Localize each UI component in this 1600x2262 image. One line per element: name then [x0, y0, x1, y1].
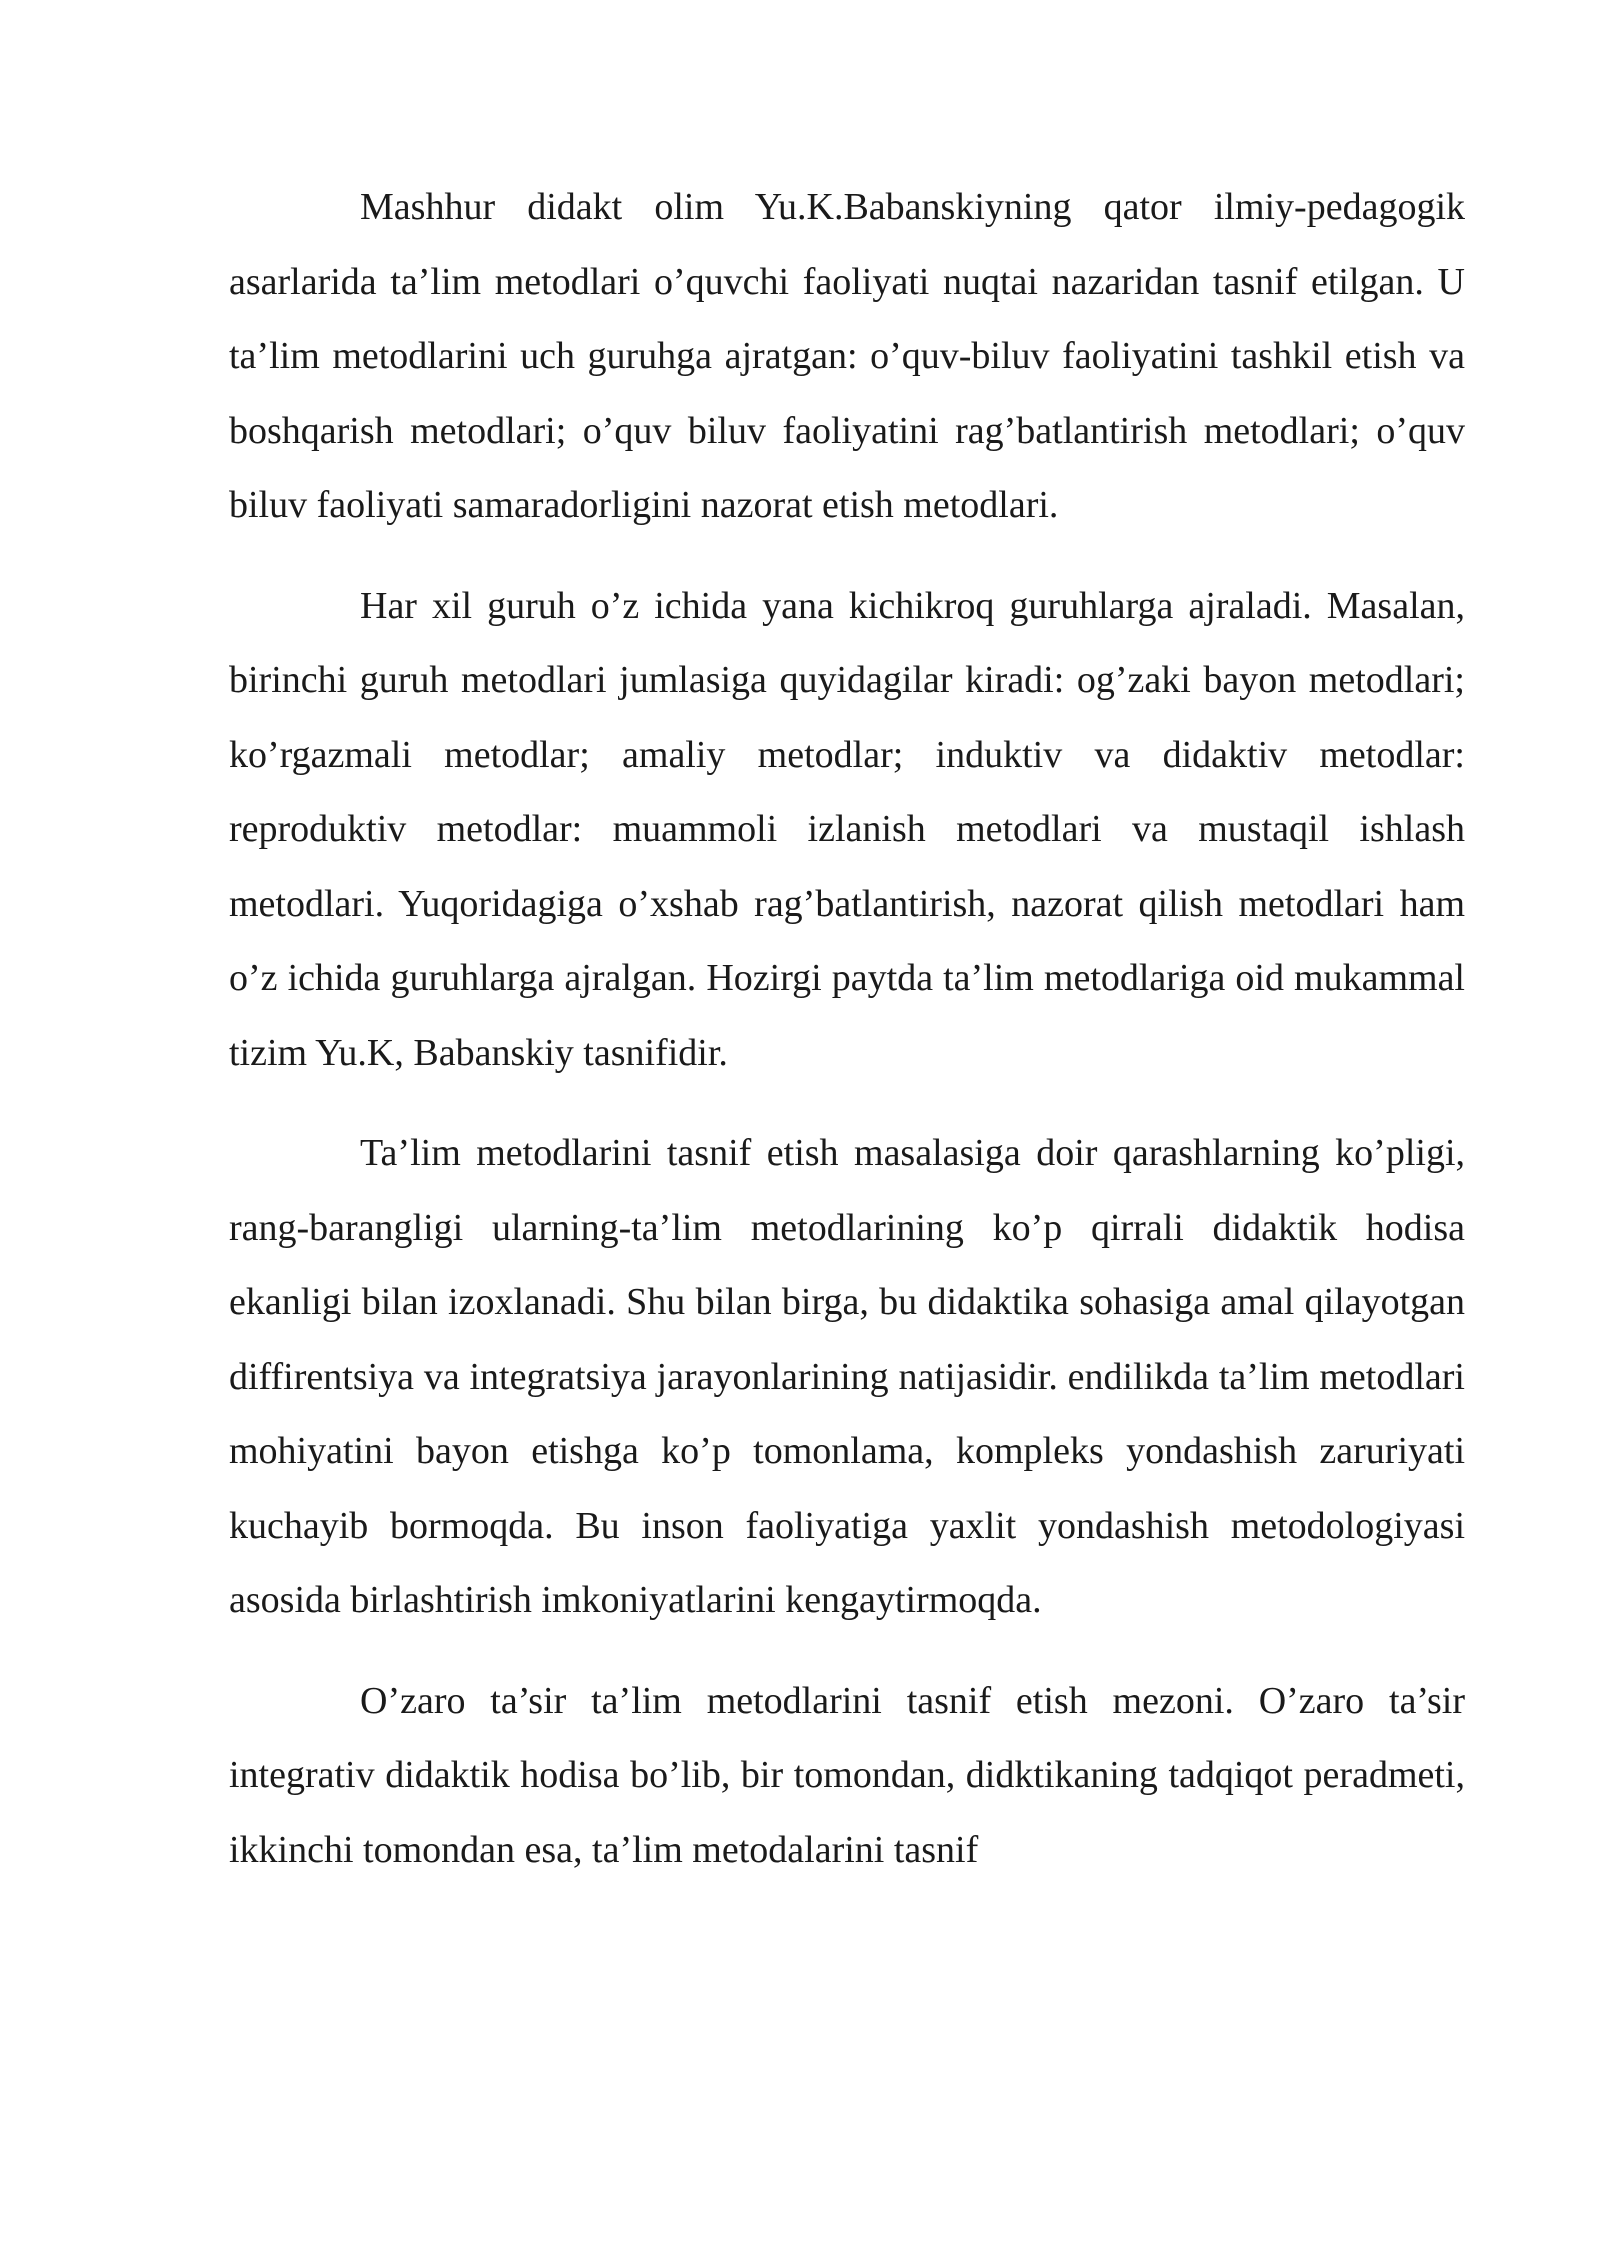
paragraph-2: Har xil guruh o’z ichida yana kichikroq guruhlarga ajraladi. Masalan, birinchi guruh metodlari jumlasiga quyidagilar kiradi: og’zaki bayon metodlari; ko’rgazmali metodlar; amaliy metodlar; induktiv va didaktiv metodlar: reproduktiv metodlar: muammoli izlanish metodlari va mustaqil ishlash metodlari. Yuqoridagiga o’xshab rag’batlantirish, nazorat qilish metodlari ham o’z ichida guruhlarga ajralgan. Hozirgi paytda ta’lim metodlariga oid mukammal tizim Yu.K, Babanskiy tasnifidir. — [229, 584, 1465, 1074]
paragraph-4: O’zaro ta’sir ta’lim metodlarini tasnif etish mezoni. O’zaro ta’sir integrativ didaktik hodisa bo’lib, bir tomondan, didktikaning tadqiqot peradmeti, ikkinchi tomondan esa, ta’lim metodalarini tasnif — [229, 1679, 1465, 1871]
paragraph-1: Mashhur didakt olim Yu.K.Babanskiyning qator ilmiy-pedagogik asarlarida ta’lim metodlari o’quvchi faoliyati nuqtai nazaridan tasnif etilgan. U ta’lim metodlarini uch guruhga ajratgan: o’quv-biluv faoliyatini tashkil etish va boshqarish metodlari; o’quv biluv faoliyatini rag’batlantirish metodlari; o’quv biluv faoliyati samaradorligini nazorat etish metodlari. — [229, 186, 1465, 526]
paragraph-3: Ta’lim metodlarini tasnif etish masalasiga doir qarashlarning ko’pligi, rang-barangligi ularning-ta’lim metodlarining ko’p qirrali didaktik hodisa ekanligi bilan izoxlanadi. Shu bilan birga, bu didaktika sohasiga amal qilayotgan diffirentsiya va integratsiya jarayonlarining natijasidir. endilikda ta’lim metodlari mohiyatini bayon etishga ko’p tomonlama, kompleks yondashish zaruriyati kuchayib bormoqda. Bu inson faoliyatiga yaxlit yondashish metodologiyasi asosida birlashtirish imkoniyatlarini kengaytirmoqda. — [229, 1132, 1465, 1621]
document-page — [229, 170, 1465, 1887]
